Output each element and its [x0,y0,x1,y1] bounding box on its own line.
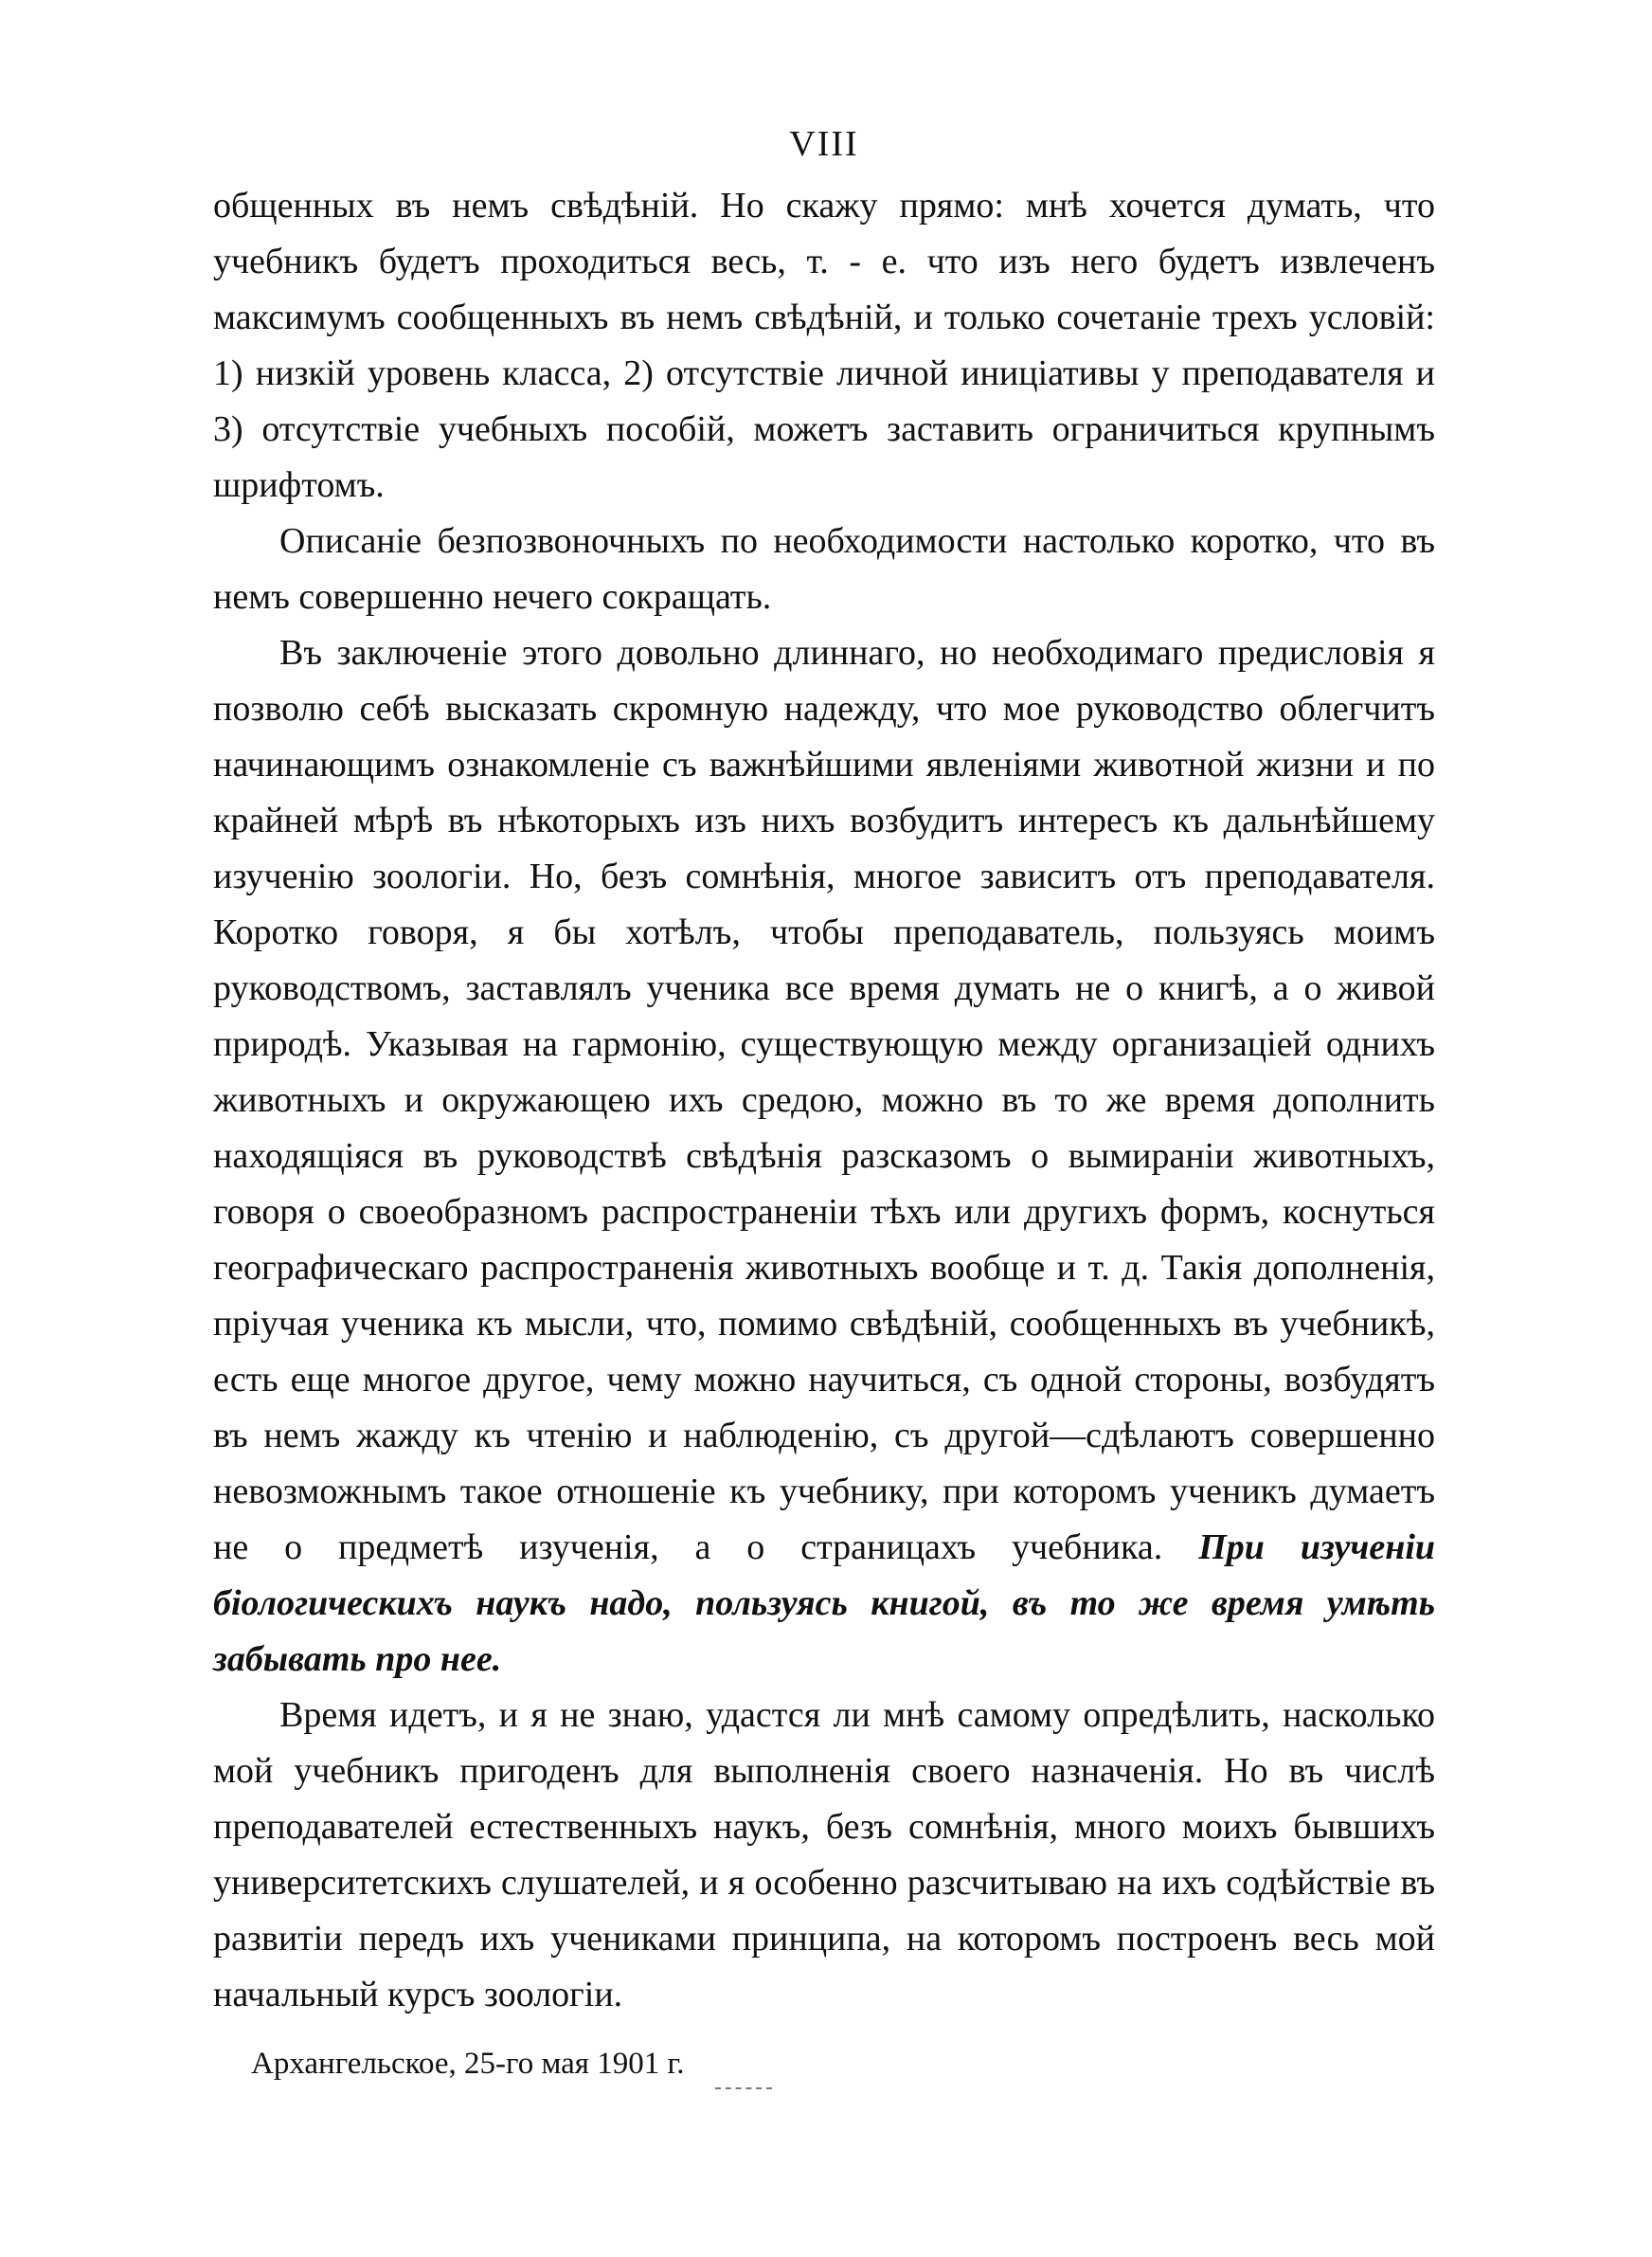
paragraph-invertebrates: Описаніе безпозвоночныхъ по необходимости настолько коротко, что въ немъ совершенно нечего сокращать. [213,521,1435,617]
page-number: VIII [789,124,859,164]
place-date-signature: Архангельское, 25-го мая 1901 г. [251,2047,685,2081]
end-divider [715,2087,772,2089]
paragraph-conclusion [213,625,1435,1688]
paragraph-continuation: общенных въ немъ свѣдѣній. Но скажу прямо: мнѣ хочется думать, что учебникъ будетъ проходиться весь, т. - е. что изъ него будетъ извлеченъ максимумъ сообщенныхъ въ немъ свѣдѣній, и только сочетаніе трехъ условій: 1) низкій уровень класса, 2) отсутствіе личной иниціативы у преподавателя и 3) отсутствіе учебныхъ пособій, можетъ заставить ограничиться крупнымъ шрифтомъ. [213,186,1435,505]
italic-emphasis: При изученіи біологическихъ наукъ надо, пользуясь книгой, въ то же время умѣть забывать про нее. [213,1527,1436,1679]
document-page [213,123,1435,2087]
paragraph-time: Время идетъ, и я не знаю, удастся ли мнѣ самому опредѣлить, насколько мой учебникъ пригоденъ для выполненія своего назначенія. Но въ числѣ преподавателей естественныхъ наукъ, безъ сомнѣнія, много моихъ бывшихъ университетскихъ слушателей, и я особенно разсчитываю на ихъ содѣйствіе въ развитіи передъ ихъ учениками принципа, на которомъ построенъ весь мой начальный курсъ зоологіи. [213,1695,1435,2014]
paragraph-conclusion-text: Въ заключеніе этого довольно длиннаго, но необходимаго предисловія я позволю себѣ высказать скромную надежду, что мое руководство облегчитъ начинающимъ ознакомленіе съ важнѣйшими явленіями животной жизни и по крайней мѣрѣ въ нѣкоторыхъ изъ нихъ возбудитъ интересъ къ дальнѣйшему изученію зоологіи. Но, безъ сомнѣнія, многое зависитъ отъ преподавателя. Коротко говоря, я бы хотѣлъ, чтобы преподаватель, пользуясь моимъ руководствомъ, заставлялъ ученика все время думать не о книгѣ, а о живой природѣ. Указывая на гармонію, существующую между организаціей однихъ животныхъ и окружающею ихъ средою, можно въ то же время дополнить находящіяся въ руководствѣ свѣдѣнія разсказомъ о вымираніи животныхъ, говоря о своеобразномъ распространеніи тѣхъ или другихъ формъ, коснуться географическаго распространенія животныхъ вообще и т. д. Такія дополненія, пріучая ученика къ мысли, что, помимо свѣдѣній, сообщенныхъ въ учебникѣ, есть еще многое другое, чему можно научиться, съ одной стороны, возбудятъ въ немъ жажду къ чтенію и наблюденію, съ другой—сдѣлаютъ совершенно невозможнымъ такое отношеніе къ учебнику, при которомъ ученикъ думаетъ не о предметѣ изученія, а о страницахъ учебника. [213,633,1435,1567]
